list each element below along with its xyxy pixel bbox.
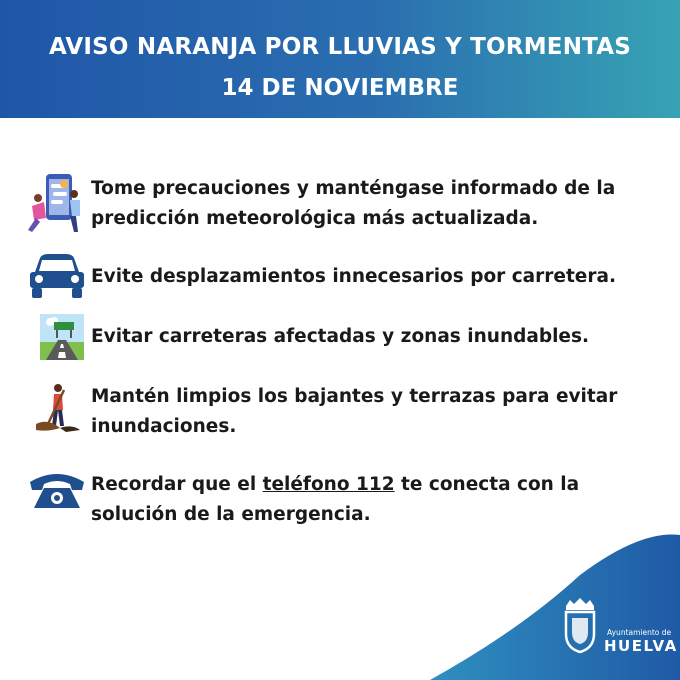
alert-date: 14 DE NOVIEMBRE: [221, 75, 459, 101]
emergency-phone-link[interactable]: teléfono 112: [262, 474, 395, 495]
advice-text-4: Mantén limpios los bajantes y terrazas para evitar inundaciones.: [91, 386, 618, 437]
huelva-coat-of-arms-icon: [560, 596, 600, 656]
advice-text-3: Evitar carreteras afectadas y zonas inundables.: [91, 326, 590, 347]
alert-title: AVISO NARANJA POR LLUVIAS Y TORMENTAS: [48, 34, 632, 60]
advice-text-5: Recordar que el teléfono 112 te conecta con la solución de la emergencia.: [91, 474, 580, 525]
advice-text-2: Evite desplazamientos innecesarios por carretera.: [91, 266, 616, 287]
logo-subtitle: Ayuntamiento de: [607, 628, 672, 637]
logo-city-name: HUELVA: [604, 637, 678, 655]
advice-text-1: Tome precauciones y manténgase informado de la predicción meteorológica más actualizada.: [91, 178, 616, 229]
